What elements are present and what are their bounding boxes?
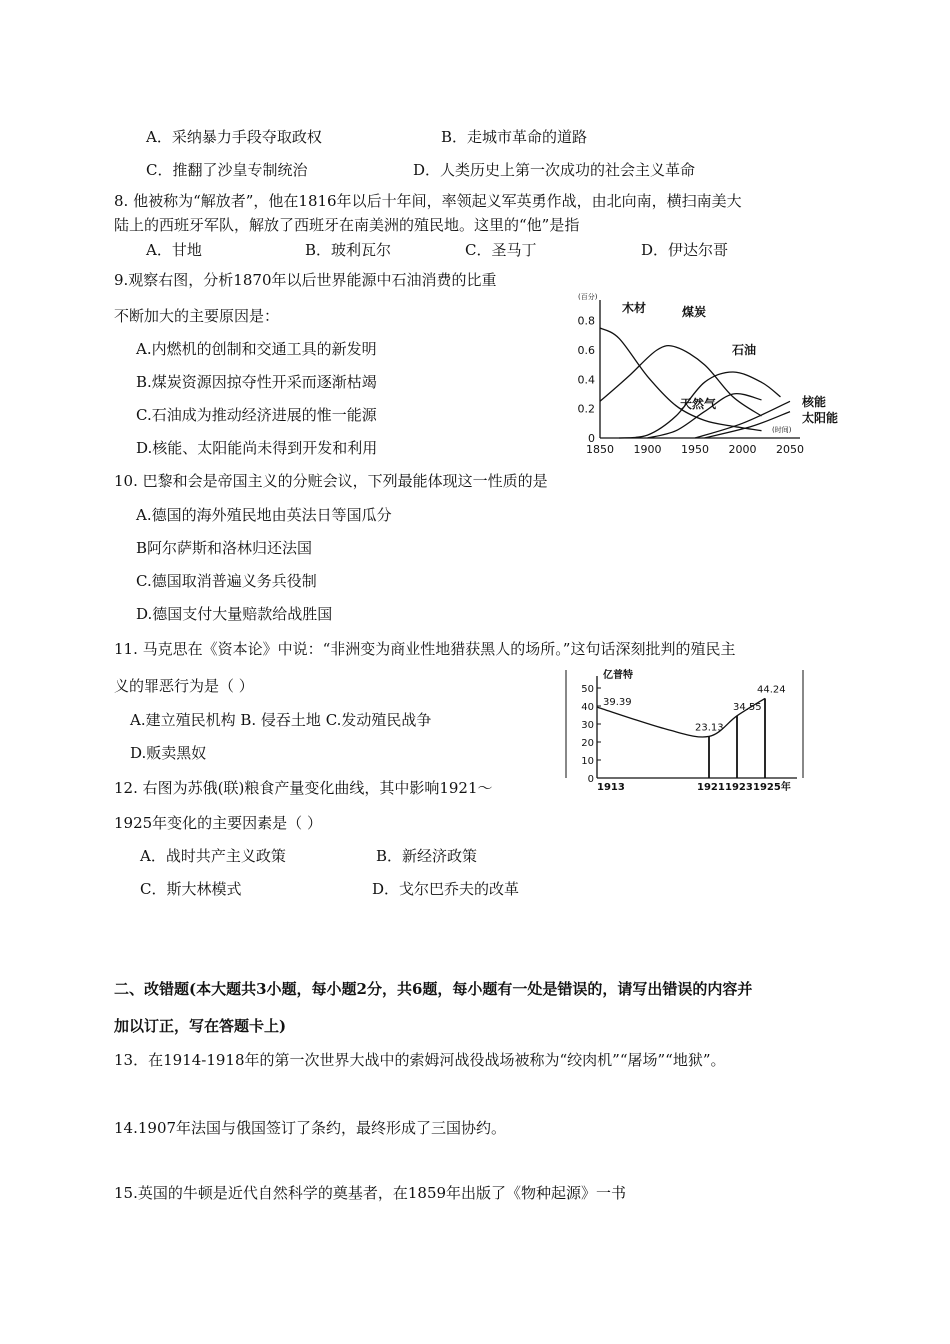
x-tick-label: 2000 [728,443,757,456]
q15-text: 15.英国的牛顿是近代自然科学的奠基者，在1859年出版了《物种起源》一书 [114,1184,627,1202]
x-tick-label: 1921 [697,782,725,793]
y-tick-label: 0.8 [577,314,595,328]
energy-consumption-chart [570,290,855,460]
q10-option-d: D.德国支付大量赔款给战胜国 [136,605,333,623]
q12-stem-line2: 1925年变化的主要因素是（ ） [114,814,322,832]
q12-stem-line1: 12. 右图为苏俄(联)粮食产量变化曲线，其中影响1921～ [114,779,493,797]
x-axis-unit: (时间) [772,426,792,434]
x-tick-label: 1925年 [753,782,791,793]
series-label: 木材 [622,301,647,315]
q10-option-b: B阿尔萨斯和洛林归还法国 [136,539,313,557]
x-tick-label: 1913 [597,782,625,793]
q9-option-b: B.煤炭资源因掠夺性开采而逐渐枯竭 [136,373,377,391]
series-label: 石油 [732,343,757,357]
q11-option-d: D.贩卖黑奴 [130,744,207,762]
series-label: 核能 [802,395,827,409]
q8-stem-line1: 8. 他被称为“解放者”，他在1816年以后十年间，率领起义军英勇作战，由北向南，横扫南美大 [114,192,742,210]
x-tick-label: 1950 [681,443,709,456]
y-tick-label: 0 [588,432,595,445]
series-label: 天然气 [680,397,717,411]
q9-stem-line1: 9.观察右图，分析1870年以后世界能源中石油消费的比重 [114,271,497,289]
q10-stem: 10. 巴黎和会是帝国主义的分赃会议，下列最能体现这一性质的是 [114,472,548,490]
q8-option-b: B．玻利瓦尔 [305,241,392,259]
series-line-太阳能 [705,412,791,438]
q8-option-d: D．伊达尔哥 [641,241,729,259]
y-tick-label: 20 [581,738,594,749]
q7-option-a: A．采纳暴力手段夺取政权 [146,128,322,146]
q7-option-b: B．走城市革命的道路 [441,128,588,146]
q11-stem-line1: 11. 马克思在《资本论》中说：“非洲变为商业性地猎获黑人的场所。”这句话深刻批判的殖民主 [114,640,736,658]
y-tick-label: 10 [581,756,594,767]
q14-text: 14.1907年法国与俄国签订了条约，最终形成了三国协约。 [114,1119,507,1137]
q11-options-abc: A.建立殖民机构 B. 侵吞土地 C.发动殖民战争 [130,711,432,729]
q12-option-c: C．斯大林模式 [140,880,242,898]
x-tick-label: 2050 [776,443,804,456]
data-label: 44.24 [757,684,786,696]
data-label: 39.39 [603,697,632,709]
q10-option-c: C.德国取消普遍义务兵役制 [136,572,317,590]
q13-text: 13．在1914-1918年的第一次世界大战中的索姆河战役战场被称为“绞肉机”“屠场”“地狱”。 [114,1051,726,1069]
q9-option-d: D.核能、太阳能尚未得到开发和利用 [136,439,378,457]
y-tick-label: 0.2 [577,402,595,416]
q7-option-c: C．推翻了沙皇专制统治 [146,161,308,179]
q8-option-c: C．圣马丁 [465,241,537,259]
x-tick-label: 1850 [586,443,614,456]
y-tick-label: 50 [581,684,594,695]
grain-production-chart [565,666,810,796]
q12-option-a: A．战时共产主义政策 [140,847,286,865]
y-tick-label: 40 [581,702,594,713]
y-tick-label: 0.4 [577,373,595,387]
y-tick-label: 0 [587,774,594,785]
y-axis-unit: 亿普特 [603,670,633,681]
y-tick-label: 0.6 [577,344,595,357]
q8-option-a: A．甘地 [146,241,202,259]
x-tick-label: 1923 [725,782,753,793]
q12-option-d: D．戈尔巴乔夫的改革 [372,880,520,898]
y-axis-unit: (百分) [578,293,598,301]
q11-stem-line2: 义的罪恶行为是（ ） [114,677,254,695]
data-label: 34.55 [733,701,762,713]
x-tick-label: 1900 [633,443,662,456]
q7-option-d: D．人类历史上第一次成功的社会主义革命 [413,161,696,179]
data-label: 23.13 [695,722,724,734]
q9-option-c: C.石油成为推动经济进展的惟一能源 [136,406,377,424]
q9-option-a: A.内燃机的创制和交通工具的新发明 [136,340,377,358]
q10-option-a: A.德国的海外殖民地由英法日等国瓜分 [136,506,392,524]
series-label: 煤炭 [682,305,707,319]
q9-stem-line2: 不断加大的主要原因是： [114,307,280,325]
series-label: 太阳能 [802,411,839,425]
q12-option-b: B．新经济政策 [376,847,478,865]
section2-heading-line1: 二、改错题(本大题共3小题，每小题2分，共6题，每小题有一处是错误的，请写出错误的内容并 [114,980,753,998]
q8-stem-line2: 陆上的西班牙军队，解放了西班牙在南美洲的殖民地。这里的“他”是指 [114,216,580,234]
section2-heading-line2: 加以订正，写在答题卡上) [114,1017,287,1035]
y-tick-label: 30 [581,720,594,731]
